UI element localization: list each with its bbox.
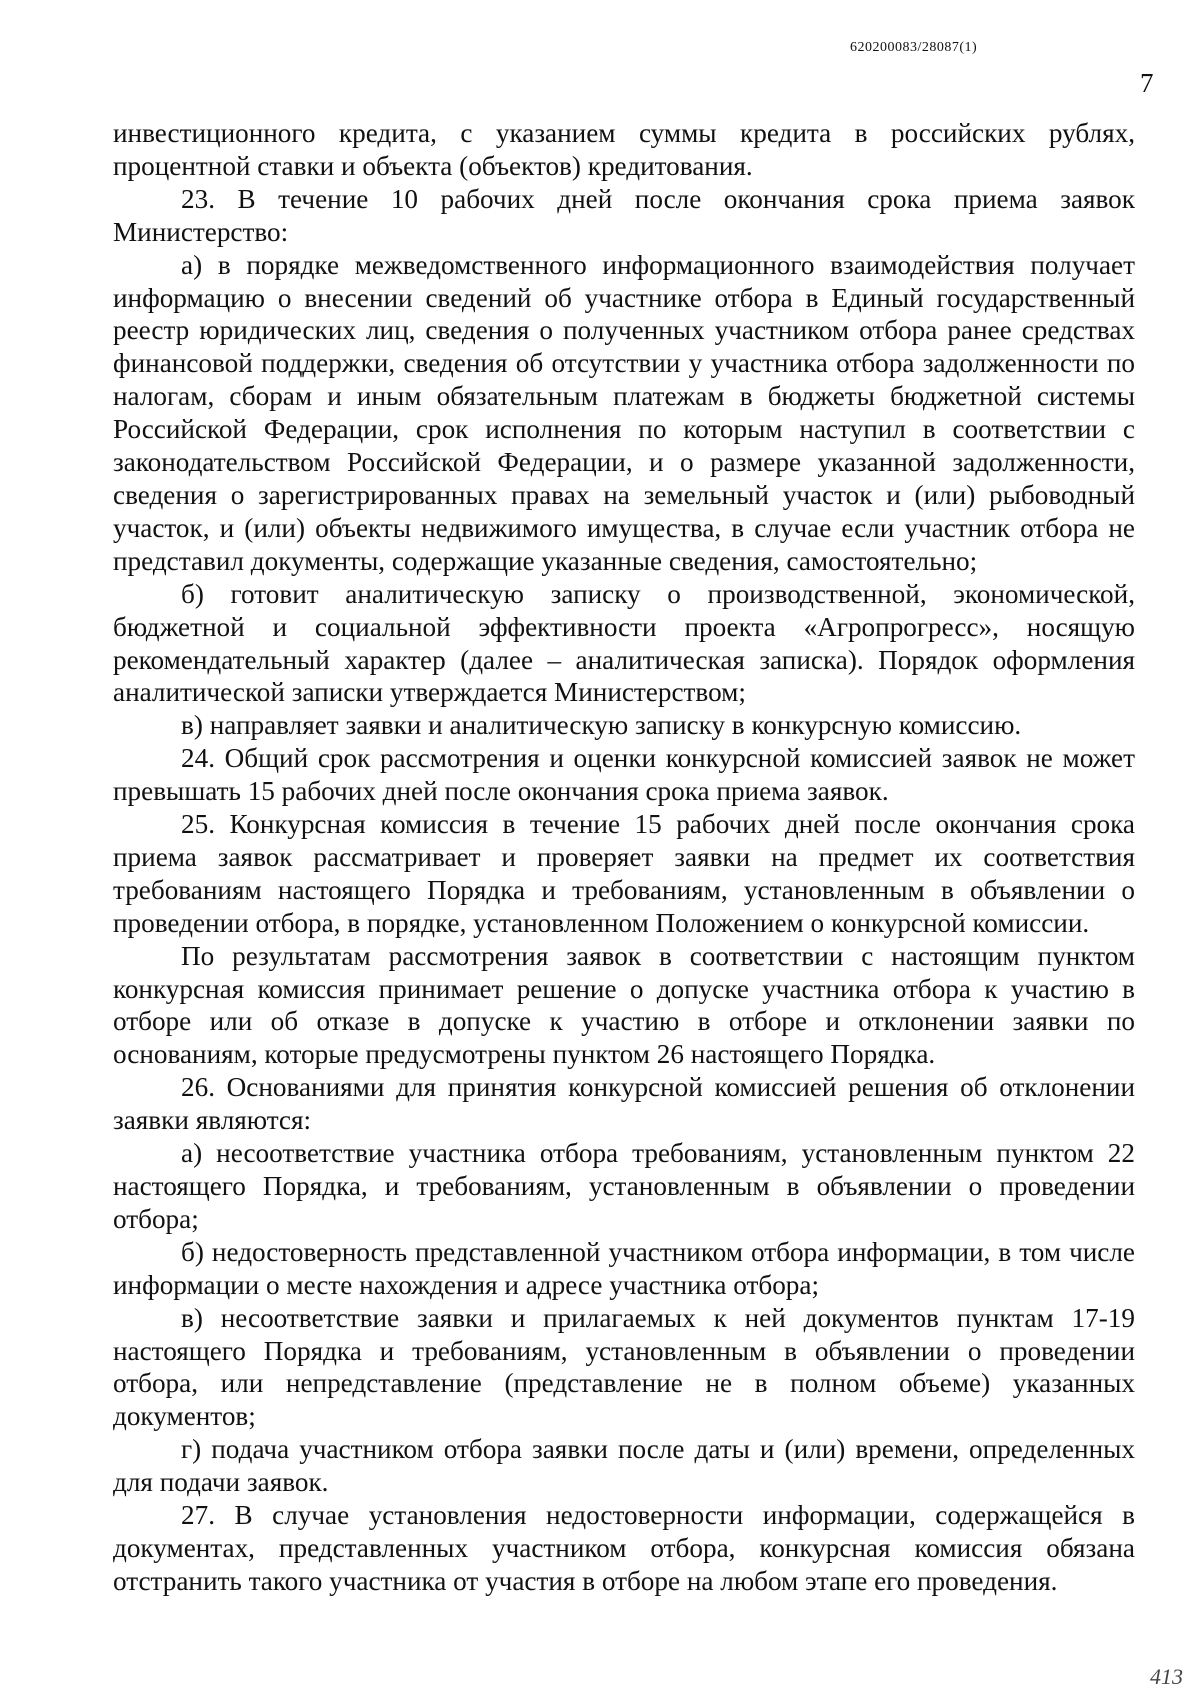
paragraph-clause-24: 24. Общий срок рассмотрения и оценки конкурсной комиссией заявок не может превышать 15 рабочих дней после окончания срока приема заявок.	[113, 743, 1135, 807]
paragraph-clause-26-b: б) недостоверность представленной участником отбора информации, в том числе информации о месте нахождения и адресе участника отбора;	[113, 1236, 1135, 1300]
page-number: 7	[1140, 68, 1154, 98]
paragraph-clause-26-a: а) несоответствие участника отбора требованиям, установленным пунктом 22 настоящего Порядка, и требованиям, установленным в объявлении о проведении отбора;	[113, 1138, 1135, 1234]
paragraph-clause-26: 26. Основаниями для принятия конкурсной комиссией решения об отклонении заявки являются:	[113, 1072, 1135, 1136]
paragraph-clause-23: 23. В течение 10 рабочих дней после окончания срока приема заявок Министерство:	[113, 183, 1135, 247]
paragraph-clause-25-results: По результатам рассмотрения заявок в соответствии с настоящим пунктом конкурсная комиссия принимает решение о допуске участника отбора к участию в отборе или об отказе в допуске к участию в отборе и отклонении заявки по основаниям, которые предусмотрены пунктом 26 настоящего Порядка.	[113, 940, 1135, 1070]
paragraph-clause-26-v: в) несоответствие заявки и прилагаемых к ней документов пунктам 17-19 настоящего Порядка и требованиям, установленным в объявлении о проведении отбора, или непредставление (представление не в полном объеме) указанных документов;	[113, 1302, 1135, 1432]
document-id: 620200083/28087(1)	[850, 40, 978, 55]
paragraph-clause-23-a: а) в порядке межведомственного информационного взаимодействия получает информацию о внесении сведений об участнике отбора в Единый государственный реестр юридических лиц, сведения о полученных участником отбора ранее средствах финансовой поддержки, сведения об отсутствии у участника отбора задолженности по налогам, сборам и иным обязательным платежам в бюджеты бюджетной системы Российской Федерации, срок исполнения по которым наступил в соответствии с законодательством Российской Федерации, и о размере указанной задолженности, сведения о зарегистрированных правах на земельный участок и (или) рыбоводный участок, и (или) объекты недвижимого имущества, в случае если участник отбора не представил документы, содержащие указанные сведения, самостоятельно;	[113, 249, 1135, 576]
paragraph-clause-27: 27. В случае установления недостоверности информации, содержащейся в документах, представленных участником отбора, конкурсная комиссия обязана отстранить такого участника от участия в отборе на любом этапе его проведения.	[113, 1500, 1135, 1596]
paragraph-clause-23-b: б) готовит аналитическую записку о производственной, экономической, бюджетной и социальной эффективности проекта «Агропрогресс», носящую рекомендательный характер (далее – аналитическая записка). Порядок оформления аналитической записки утверждается Министерством;	[113, 578, 1135, 708]
paragraph-clause-26-g: г) подача участником отбора заявки после даты и (или) времени, определенных для подачи заявок.	[113, 1434, 1135, 1498]
document-body	[113, 117, 1135, 1598]
paragraph: инвестиционного кредита, с указанием суммы кредита в российских рублях, процентной ставки и объекта (объектов) кредитования.	[113, 118, 1135, 181]
paragraph-clause-25: 25. Конкурсная комиссия в течение 15 рабочих дней после окончания срока приема заявок рассматривает и проверяет заявки на предмет их соответствия требованиям настоящего Порядка и требованиям, установленным в объявлении о проведении отбора, в порядке, установленном Положением о конкурсной комиссии.	[113, 809, 1135, 938]
paragraph-clause-23-v: в) направляет заявки и аналитическую записку в конкурсную комиссию.	[181, 710, 1022, 741]
handwritten-page-mark: 413	[1150, 1664, 1183, 1689]
